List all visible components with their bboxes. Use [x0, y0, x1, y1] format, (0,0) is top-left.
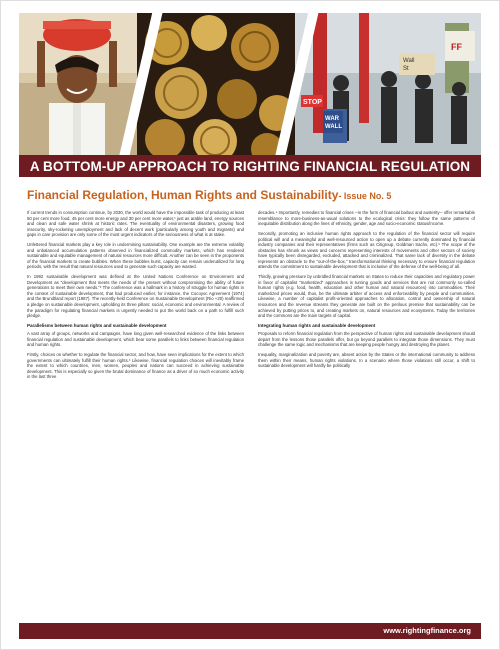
svg-text:St: St [403, 66, 409, 72]
section-heading: Parallelisms between human rights and sustainable development [27, 323, 167, 329]
paragraph: Thirdly, growing pressure by unbridled financial markets on States to reduce their capacities and regulatory power in favor of capitalist "marketized" approaches is turning goods and services that are not commonly so-called human rights (e.g. food, health, education and other human and natural resources) into commodities. Their marketized prices would, thus, be the ultimate arbiter of access and enforceability by people and communities. Likewise, a number of capitalist profit-oriented approaches to allocation, control and ownership of natural resources and the revenue streams they generate are built on the perilous premise that sustainability can be achieved by putting prices to, and creating markets on, natural resources and ecosystems. Today the territories and the commons are the main targets of capital. [258, 274, 475, 319]
protest-sign-stop [301, 95, 323, 107]
protest-sign-ff [445, 31, 475, 61]
paragraph: Secondly, promoting an inclusive human rights approach to the regulation of the financial sector will require political will and a meaningful and well-resourced action to open up a debate currently dominated by financial industry companies and their representatives (firms such as Citigroup, Goldman Sachs, etc).⁵ The scope of the obstacles has shrunk as views and concerns representing interests of movements and other sectors of society have typically been disregarded, excluded, attacked and criminalized. That same lack of diversity in the debate represents an obstacle to the "out-of-the-box," transformational thinking necessary to ensure financial regulation attends the commitment to sustainable development that is inclusive of the defense of the well-being of all. [258, 231, 475, 270]
protest-sign-war [323, 111, 343, 133]
paragraph: Firstly, choices on whether to regulate the financial sector, and how, have seen implications for the extent to which governments can ultimately fulfill their human rights.³ Likewise, financial regulation choices will inevitably frame the extent to which countries, men, women, peoples and nations can succeed in achieving sustainable development. This is especially so given the brutal dominance of finance as a driver of so much economic activity in the last three [27, 352, 244, 380]
svg-text:Wall: Wall [403, 58, 415, 64]
document-title: A BOTTOM-UP APPROACH TO RIGHTING FINANCIAL REGULATION [29, 158, 471, 174]
photo-child-with-bowl [19, 13, 137, 155]
photo-protest [295, 13, 481, 155]
column-right [258, 210, 475, 610]
paragraph: In 1992 sustainable development was defined at the United Nations Conference on Environment and Development as "development that meets the needs of the present without compromising the ability of future generations to meet their own needs."² The conference was a hallmark in a history of struggle for human rights in the context of sustainable development, that had produced earlier, for instance, the Cocoyoc Agreement (1974) and the Brundtland report (1987). The recently-held Conference on Sustainable Development (Rio +20) reaffirmed a pledge on sustainable development, upholding its three pillars: social, economic and environmental. A review of the paradigm for regulating financial markets is urgently needed to put the world back on a path to fulfill such pledge. [27, 274, 244, 319]
protest-sign-wall-st [399, 53, 435, 75]
body-columns [27, 210, 475, 610]
svg-text:STOP: STOP [303, 99, 322, 106]
paragraph: If current trends in consumption continue, by 2030, the world would have the impossible task of producing at least 50 per cent more food, 45 per cent more energy and 30 per cent more water,¹ just as arable land, energy sources and clean and safe water shrink at historic rates. The eventuality of environmental disasters, growing food insecurity, sky-rocketing unemployment and lack of decent work (particularly among youth and migrants) and gaps in care provision are only some of the most urgent indicators of the seriousness of what is at stake. [27, 210, 244, 238]
svg-text:WALL: WALL [325, 124, 342, 130]
subheading-main: Financial Regulation, Human Rights and Sustainability [27, 188, 339, 202]
svg-text:WAR: WAR [325, 116, 339, 122]
section-heading: Integrating human rights and sustainable development [258, 323, 376, 329]
paragraph: A vast array of groups, networks and campaigns, have long given well-researched evidence of the links between financial regulation and sustainable development, which bear some parallels to links between financial regulation and human rights. [27, 331, 244, 348]
footer-bar [19, 623, 481, 639]
paragraph: Inequality, marginalization and poverty are, absent action by the States or the international community to address them within their means, human rights violations. In a scenario where those violations still occur, a shift to sustainable development will hardly be politically [258, 352, 475, 369]
photo-coins [137, 13, 295, 155]
column-left [27, 210, 244, 610]
svg-text:FF: FF [451, 42, 462, 52]
issue-number: - Issue No. 5 [338, 191, 392, 201]
website-link[interactable]: www.rightingfinance.org [383, 626, 471, 635]
paragraph: Proposals to reform financial regulation from the perspective of human rights and sustainable development should depart from the lessons those parallels offer, but go beyond parallels to integrate those dimensions. They must challenge the same logic and mechanisms that are keeping people hungry and destroying the planet. [258, 331, 475, 348]
subheading [27, 188, 477, 202]
photo-banner [19, 13, 481, 155]
paragraph: Unfettered financial markets play a key role in undermining sustainability. One example are the extreme volatility and unbalanced accumulation patterns observed in financialized commodity markets, which has rendered sustainable and equitable management of natural resources more difficult. Another can be seen in the proponents of the financial markets to create bubbles. When these bubbles burst, capacity can remain underutilized for long periods, with the result that natural resources used to generate such capacity are wasted. [27, 242, 244, 270]
title-bar [19, 155, 481, 177]
paragraph: decades.⁴ Importantly, remedies to financial crises ─in the form of financial bailout and austerity─ offer remarkable resemblance to more-business-as-usual solutions to the ecological crisis: they follow the same patterns of inequitable distribution along the lines of ethnicity, gender, age and socio-economic status/income. [258, 210, 475, 227]
